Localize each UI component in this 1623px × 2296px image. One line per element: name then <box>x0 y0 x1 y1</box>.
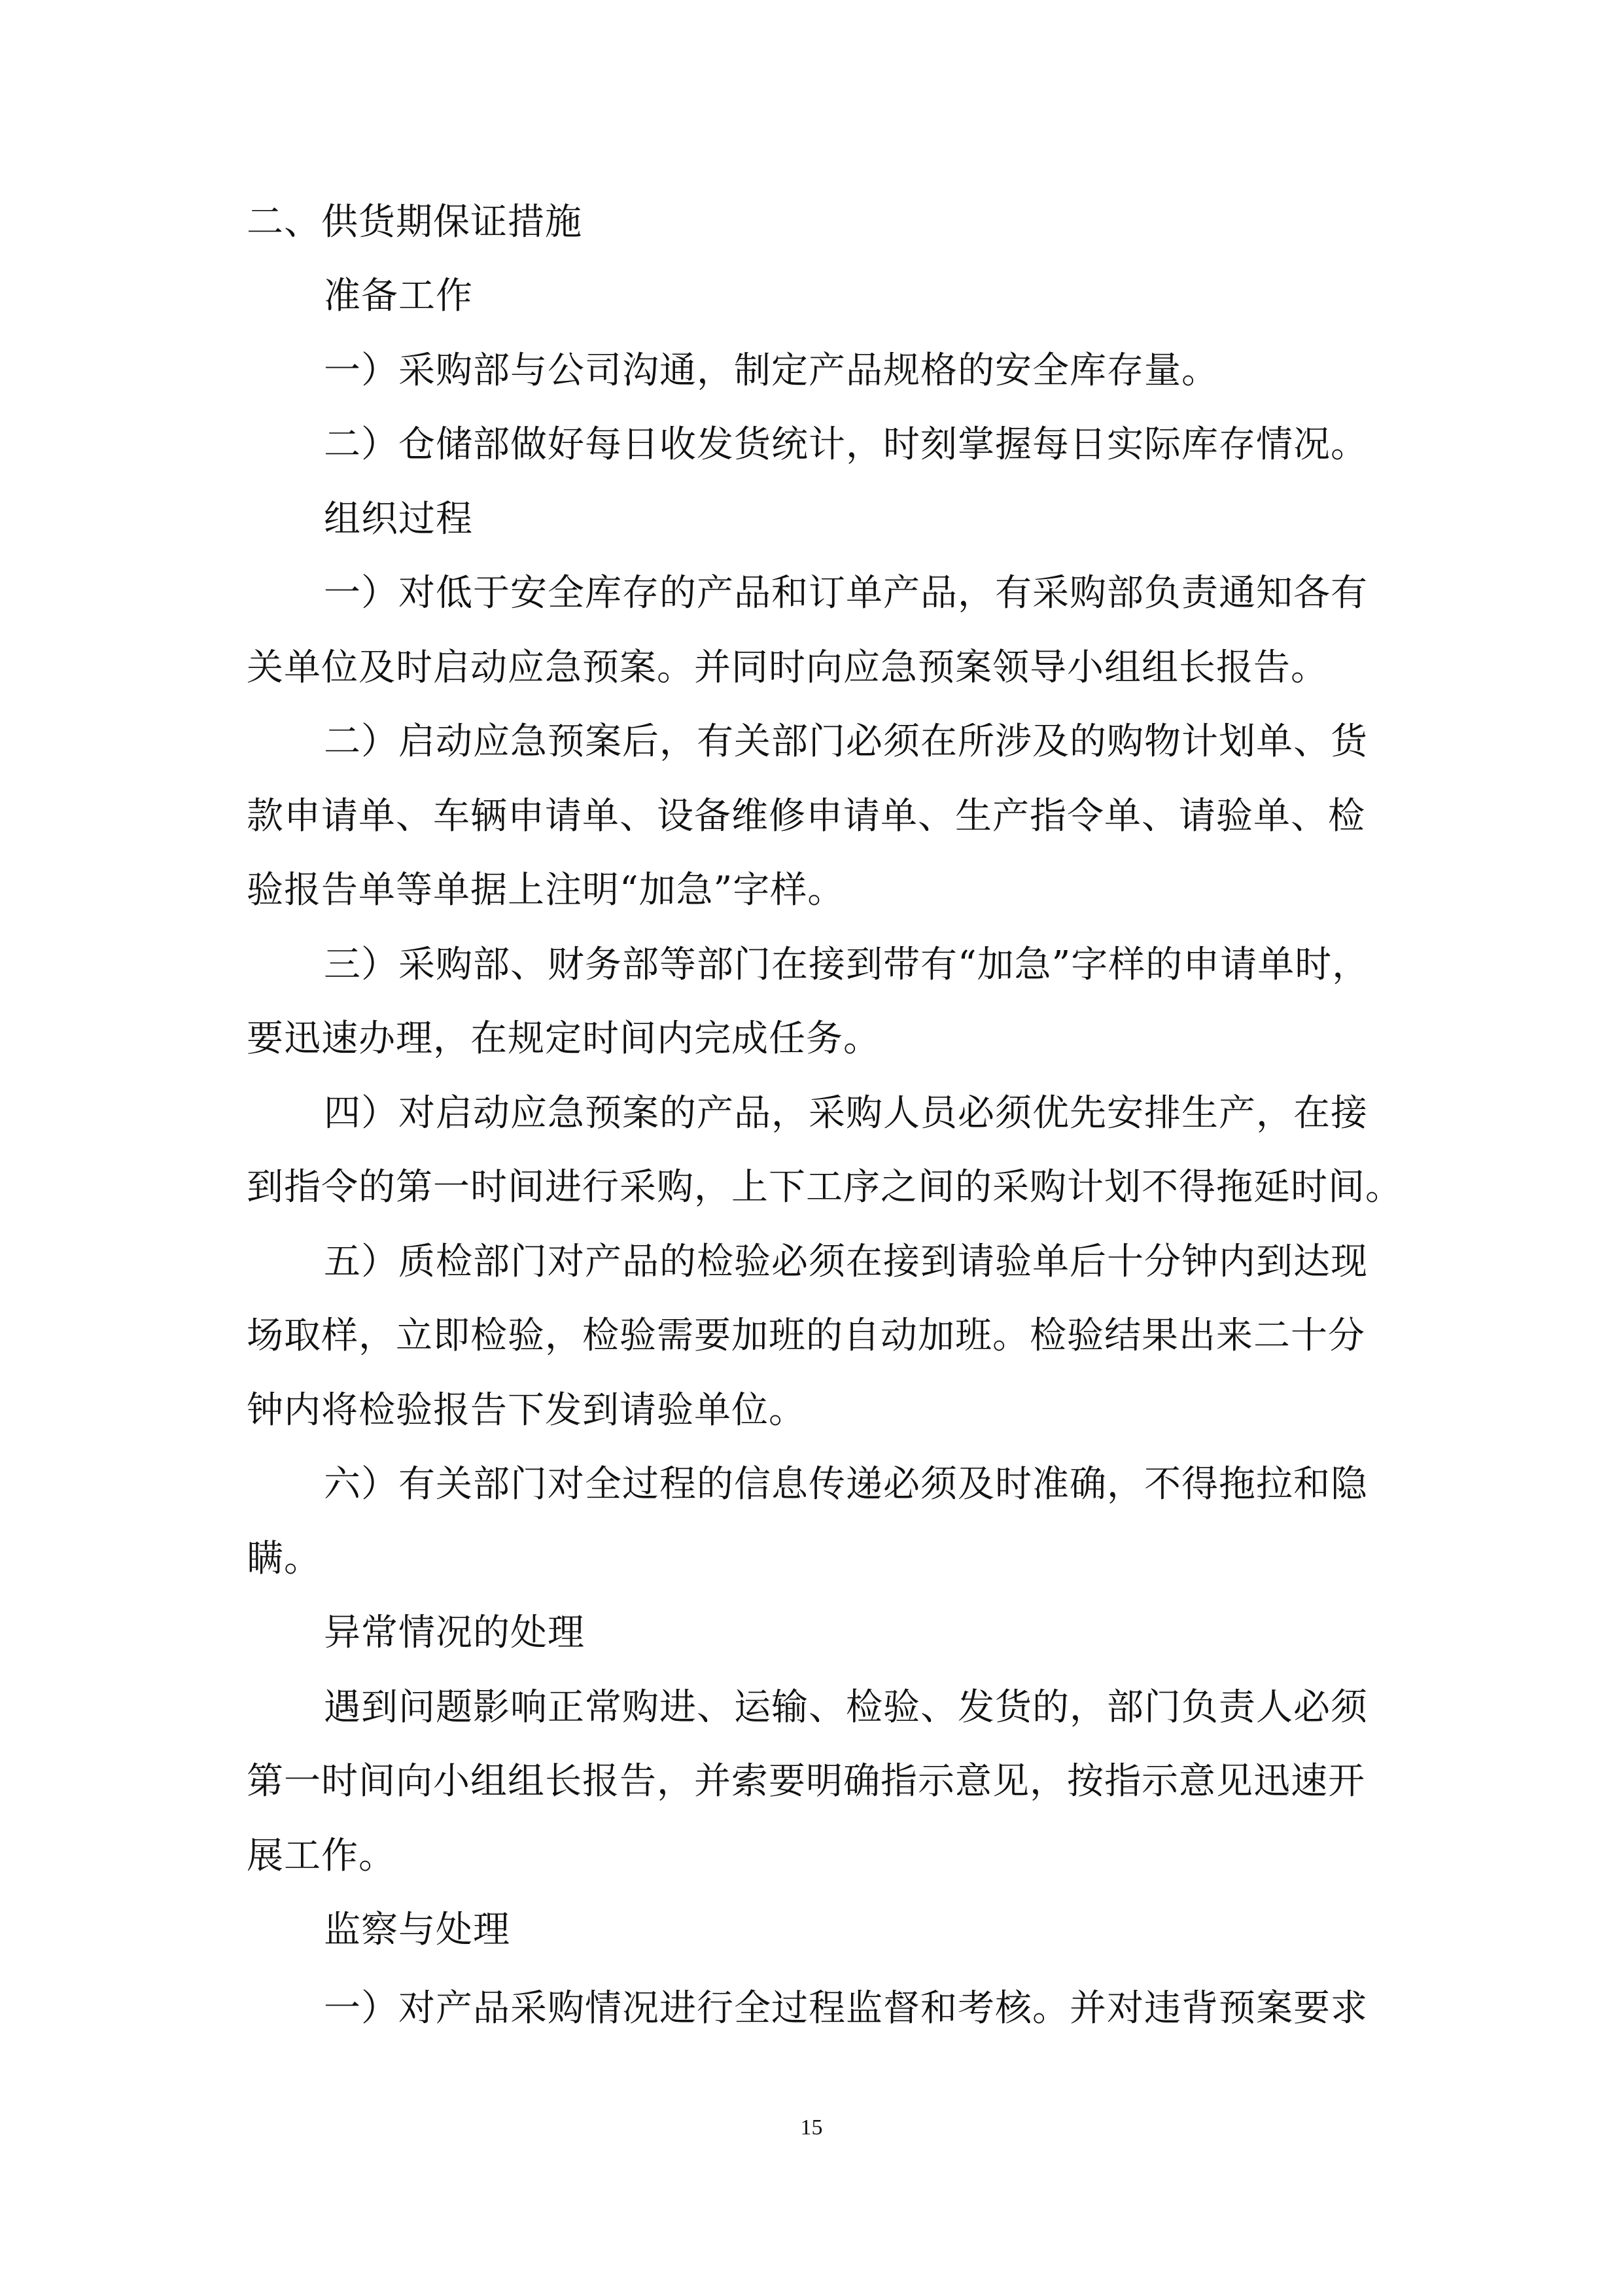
paragraph-line: 一）采购部与公司沟通，制定产品规格的安全库存量。 <box>324 349 1219 392</box>
paragraph-line: 钟内将检验报告下发到请验单位。 <box>247 1389 806 1432</box>
paragraph-line: 第一时间向小组组长报告，并索要明确指示意见，按指示意见迅速开 <box>247 1760 1365 1803</box>
subheading-exceptions: 异常情况的处理 <box>324 1612 585 1654</box>
paragraph-line: 二）仓储部做好每日收发货统计，时刻掌握每日实际库存情况。 <box>324 423 1368 466</box>
paragraph-line: 一）对产品采购情况进行全过程监督和考核。并对违背预案要求 <box>324 1987 1368 2030</box>
section-heading: 二、供货期保证措施 <box>247 201 582 243</box>
paragraph-line: 关单位及时启动应急预案。并同时向应急预案领导小组组长报告。 <box>247 646 1328 689</box>
paragraph-line: 四）对启动应急预案的产品，采购人员必须优先安排生产，在接 <box>324 1092 1368 1135</box>
paragraph-line: 五）质检部门对产品的检验必须在接到请验单后十分钟内到达现 <box>324 1241 1368 1283</box>
page-number: 15 <box>800 2115 823 2140</box>
paragraph-line: 二）启动应急预案后，有关部门必须在所涉及的购物计划单、货 <box>324 720 1368 763</box>
paragraph-line: 到指令的第一时间进行采购，上下工序之间的采购计划不得拖延时间。 <box>247 1166 1403 1209</box>
paragraph-line: 验报告单等单据上注明“加急”字样。 <box>247 869 845 911</box>
subheading-preparation: 准备工作 <box>324 275 473 317</box>
subheading-organization: 组织过程 <box>324 498 473 540</box>
paragraph-line: 展工作。 <box>247 1835 396 1877</box>
paragraph-line: 要迅速办理，在规定时间内完成任务。 <box>247 1017 881 1060</box>
paragraph-line: 场取样，立即检验，检验需要加班的自动加班。检验结果出来二十分 <box>247 1315 1365 1357</box>
subheading-supervision: 监察与处理 <box>324 1909 510 1951</box>
paragraph-line: 六）有关部门对全过程的信息传递必须及时准确，不得拖拉和隐 <box>324 1463 1368 1506</box>
paragraph-line: 一）对低于安全库存的产品和订单产品，有采购部负责通知各有 <box>324 572 1368 614</box>
paragraph-line: 款申请单、车辆申请单、设备维修申请单、生产指令单、请验单、检 <box>247 795 1365 838</box>
paragraph-line: 三）采购部、财务部等部门在接到带有“加急”字样的申请单时， <box>324 944 1370 986</box>
paragraph-line: 瞒。 <box>247 1538 321 1580</box>
paragraph-line: 遇到问题影响正常购进、运输、检验、发货的，部门负责人必须 <box>324 1686 1368 1729</box>
